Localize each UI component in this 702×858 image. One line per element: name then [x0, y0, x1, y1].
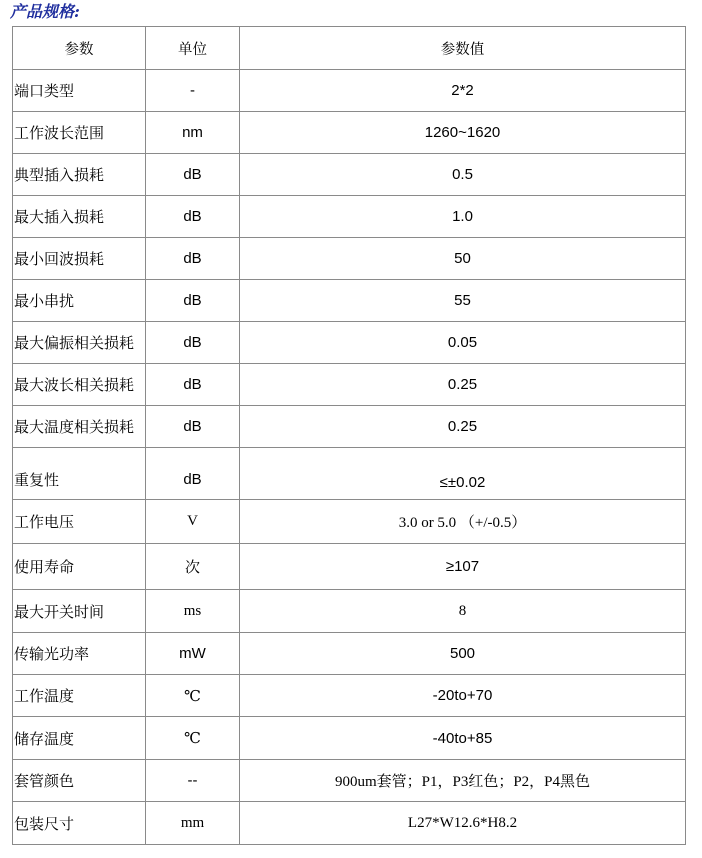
header-param: 参数: [13, 27, 146, 70]
row-unit: dB: [146, 364, 240, 406]
row-param: 最大温度相关损耗: [13, 406, 146, 448]
section-heading: 产品规格:: [10, 2, 80, 21]
row-unit: dB: [146, 196, 240, 238]
row-param: 重复性: [13, 448, 146, 500]
row-unit: V: [146, 500, 240, 544]
row-unit: dB: [146, 280, 240, 322]
table-row: [13, 70, 686, 112]
row-unit: ms: [146, 590, 240, 633]
row-value: -20to+70: [240, 675, 686, 717]
row-param: 最大波长相关损耗: [13, 364, 146, 406]
row-param: 套管颜色: [13, 760, 146, 802]
table-row: [13, 280, 686, 322]
row-unit: dB: [146, 406, 240, 448]
table-row: [13, 406, 686, 448]
row-unit: 次: [146, 544, 240, 590]
row-value: 3.0 or 5.0 （+/-0.5）: [240, 500, 686, 544]
row-param: 端口类型: [13, 70, 146, 112]
table-row: [13, 717, 686, 760]
row-value: 2*2: [240, 70, 686, 112]
table-row: [13, 364, 686, 406]
table-row: [13, 448, 686, 500]
row-value: 0.25: [240, 364, 686, 406]
row-value: 900um套管；P1，P3红色；P2，P4黑色: [240, 760, 686, 802]
row-unit: dB: [146, 448, 240, 500]
row-unit: ℃: [146, 717, 240, 760]
spec-table: [12, 26, 686, 845]
row-param: 传输光功率: [13, 633, 146, 675]
row-value: 0.25: [240, 406, 686, 448]
row-unit: --: [146, 760, 240, 802]
row-param: 典型插入损耗: [13, 154, 146, 196]
row-param: 储存温度: [13, 717, 146, 760]
row-value: 55: [240, 280, 686, 322]
table-header-row: [13, 27, 686, 70]
table-row: [13, 500, 686, 544]
table-row: [13, 154, 686, 196]
row-value: -40to+85: [240, 717, 686, 760]
row-param: 工作波长范围: [13, 112, 146, 154]
table-row: [13, 544, 686, 590]
row-unit: dB: [146, 238, 240, 280]
row-param: 最大偏振相关损耗: [13, 322, 146, 364]
table-row: [13, 322, 686, 364]
row-value: 0.05: [240, 322, 686, 364]
table-row: [13, 238, 686, 280]
row-param: 最大开关时间: [13, 590, 146, 633]
header-unit: 单位: [146, 27, 240, 70]
header-value: 参数值: [240, 27, 686, 70]
table-row: [13, 802, 686, 845]
row-param: 使用寿命: [13, 544, 146, 590]
table-row: [13, 112, 686, 154]
row-value: 8: [240, 590, 686, 633]
table-row: [13, 633, 686, 675]
table-row: [13, 760, 686, 802]
row-value: 500: [240, 633, 686, 675]
table-row: [13, 675, 686, 717]
row-unit: nm: [146, 112, 240, 154]
table-row: [13, 590, 686, 633]
row-unit: mm: [146, 802, 240, 845]
row-param: 最小串扰: [13, 280, 146, 322]
table-row: [13, 196, 686, 238]
row-value: 50: [240, 238, 686, 280]
row-value: ≥107: [240, 544, 686, 590]
row-value: L27*W12.6*H8.2: [240, 802, 686, 845]
row-param: 工作温度: [13, 675, 146, 717]
row-value: 1.0: [240, 196, 686, 238]
row-unit: dB: [146, 322, 240, 364]
row-param: 工作电压: [13, 500, 146, 544]
row-unit: ℃: [146, 675, 240, 717]
row-unit: dB: [146, 154, 240, 196]
row-unit: mW: [146, 633, 240, 675]
row-value: ≤±0.02: [240, 448, 686, 500]
row-param: 最小回波损耗: [13, 238, 146, 280]
row-value: 0.5: [240, 154, 686, 196]
row-unit: -: [146, 70, 240, 112]
row-param: 最大插入损耗: [13, 196, 146, 238]
row-value: 1260~1620: [240, 112, 686, 154]
row-param: 包装尺寸: [13, 802, 146, 845]
